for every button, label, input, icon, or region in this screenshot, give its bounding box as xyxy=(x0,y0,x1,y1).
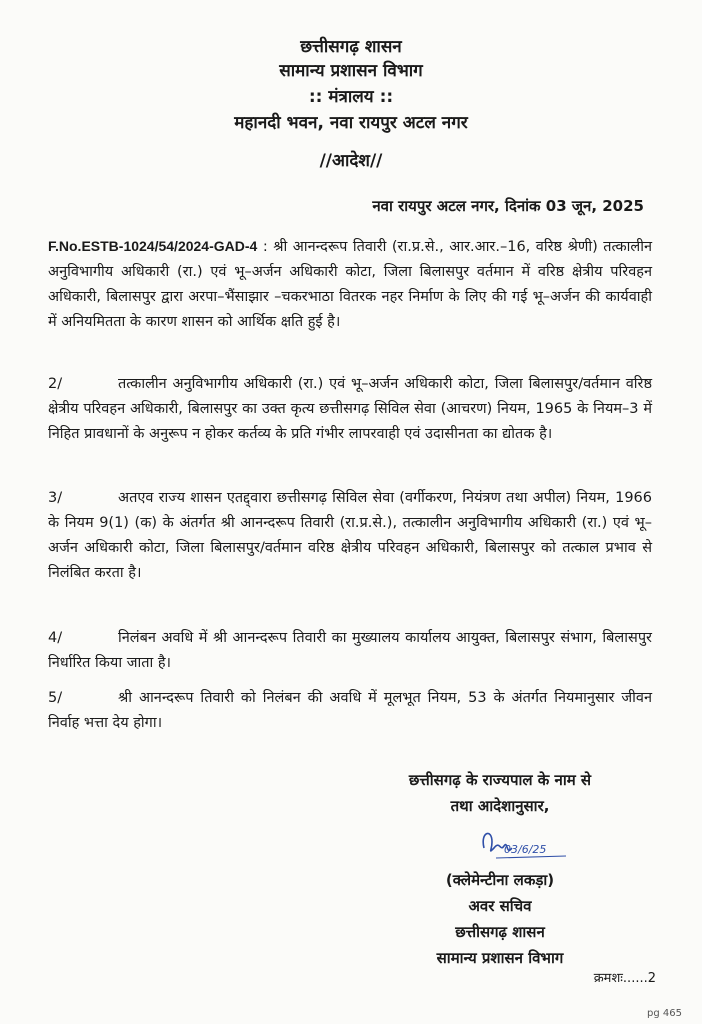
paragraph-2-text: तत्कालीन अनुविभागीय अधिकारी (रा.) एवं भू–अर्जन अधिकारी कोटा, जिला बिलासपुर/वर्तमान वरिष्ठ क्षेत्रीय परिवहन अधिकारी, बिलासपुर का उक्त कृत्य छत्तीसगढ़ सिविल सेवा (आचरण) नियम, 1965 के नियम–3 में निहित प्रावधानों के अनुरूप न होकर कर्तव्य के प्रति गंभीर लापरवाही एवं उदासीनता का द्योतक है। xyxy=(48,376,652,442)
signatory-designation: अवर सचिव xyxy=(468,897,532,915)
signature-date: 03/6/25 xyxy=(504,843,547,856)
paragraph-4-text: निलंबन अवधि में श्री आनन्दरूप तिवारी का मुख्यालय कार्यालय आयुक्त, बिलासपुर संभाग, बिलासपुर निर्धारित किया जाता है। xyxy=(48,630,652,671)
paragraph-3 xyxy=(48,486,652,586)
order-title: //आदेश// xyxy=(319,151,383,171)
signatory-org-2: सामान्य प्रशासन विभाग xyxy=(436,949,564,967)
paragraph-1 xyxy=(48,234,652,335)
signatory-name: (क्लेमेन्टीना लकड़ा) xyxy=(445,871,555,889)
paragraph-3-number: 3/ xyxy=(48,490,63,506)
govt-name: छत्तीसगढ़ शासन xyxy=(300,37,402,57)
paragraph-5-number: 5/ xyxy=(48,690,63,706)
page-note: pg 465 xyxy=(647,1008,682,1019)
paragraph-3-text: अतएव राज्य शासन एतद्द्वारा छत्तीसगढ़ सिविल सेवा (वर्गीकरण, नियंत्रण तथा अपील) नियम, 1966 के नियम 9(1) (क) के अंतर्गत श्री आनन्दरूप तिवारी (रा.प्र.से.), तत्कालीन अनुविभागीय अधिकारी (रा.) एवं भू–अर्जन अधिकारी कोटा, जिला बिलासपुर/वर्तमान वरिष्ठ क्षेत्रीय परिवहन अधिकारी, बिलासपुर को तत्काल प्रभाव से निलंबित करता है। xyxy=(48,490,652,581)
continued-marker: क्रमशः......2 xyxy=(593,971,656,986)
paragraph-4-number: 4/ xyxy=(48,630,63,646)
paragraph-5-text: श्री आनन्दरूप तिवारी को निलंबन की अवधि में मूलभूत नियम, 53 के अंतर्गत नियमानुसार जीवन निर्वाह भत्ता देय होगा। xyxy=(48,690,652,731)
paragraph-5 xyxy=(48,686,652,736)
handwritten-signature xyxy=(470,818,580,872)
address-line: महानदी भवन, नवा रायपुर अटल नगर xyxy=(234,113,468,133)
paragraph-2 xyxy=(48,372,652,447)
signatory-org-1: छत्तीसगढ़ शासन xyxy=(455,923,545,941)
date-line: नवा रायपुर अटल नगर, दिनांक 03 जून, 2025 xyxy=(372,197,644,215)
file-reference: F.No.ESTB-1024/54/2024-GAD-4 xyxy=(48,238,258,254)
paragraph-4 xyxy=(48,626,652,676)
signoff-line-1: छत्तीसगढ़ के राज्यपाल के नाम से xyxy=(408,771,592,789)
paragraph-1-text: : श्री आनन्दरूप तिवारी (रा.प्र.से., आर.आर.–16, वरिष्ठ श्रेणी) तत्कालीन अनुविभागीय अधिकारी (रा.) एवं भू–अर्जन अधिकारी कोटा, जिला बिलासपुर वर्तमान में वरिष्ठ क्षेत्रीय परिवहन अधिकारी, बिलासपुर द्वारा अरपा–भैंसाझार –चकरभाठा वितरक नहर निर्माण के लिए की गई भू–अर्जन की कार्यवाही में अनियमितता के कारण शासन को आर्थिक क्षति हुई है। xyxy=(48,239,652,330)
department-name: सामान्य प्रशासन विभाग xyxy=(279,61,423,81)
ministry-label: :: मंत्रालय :: xyxy=(308,87,394,107)
signoff-line-2: तथा आदेशानुसार, xyxy=(450,797,550,815)
paragraph-2-number: 2/ xyxy=(48,376,63,392)
